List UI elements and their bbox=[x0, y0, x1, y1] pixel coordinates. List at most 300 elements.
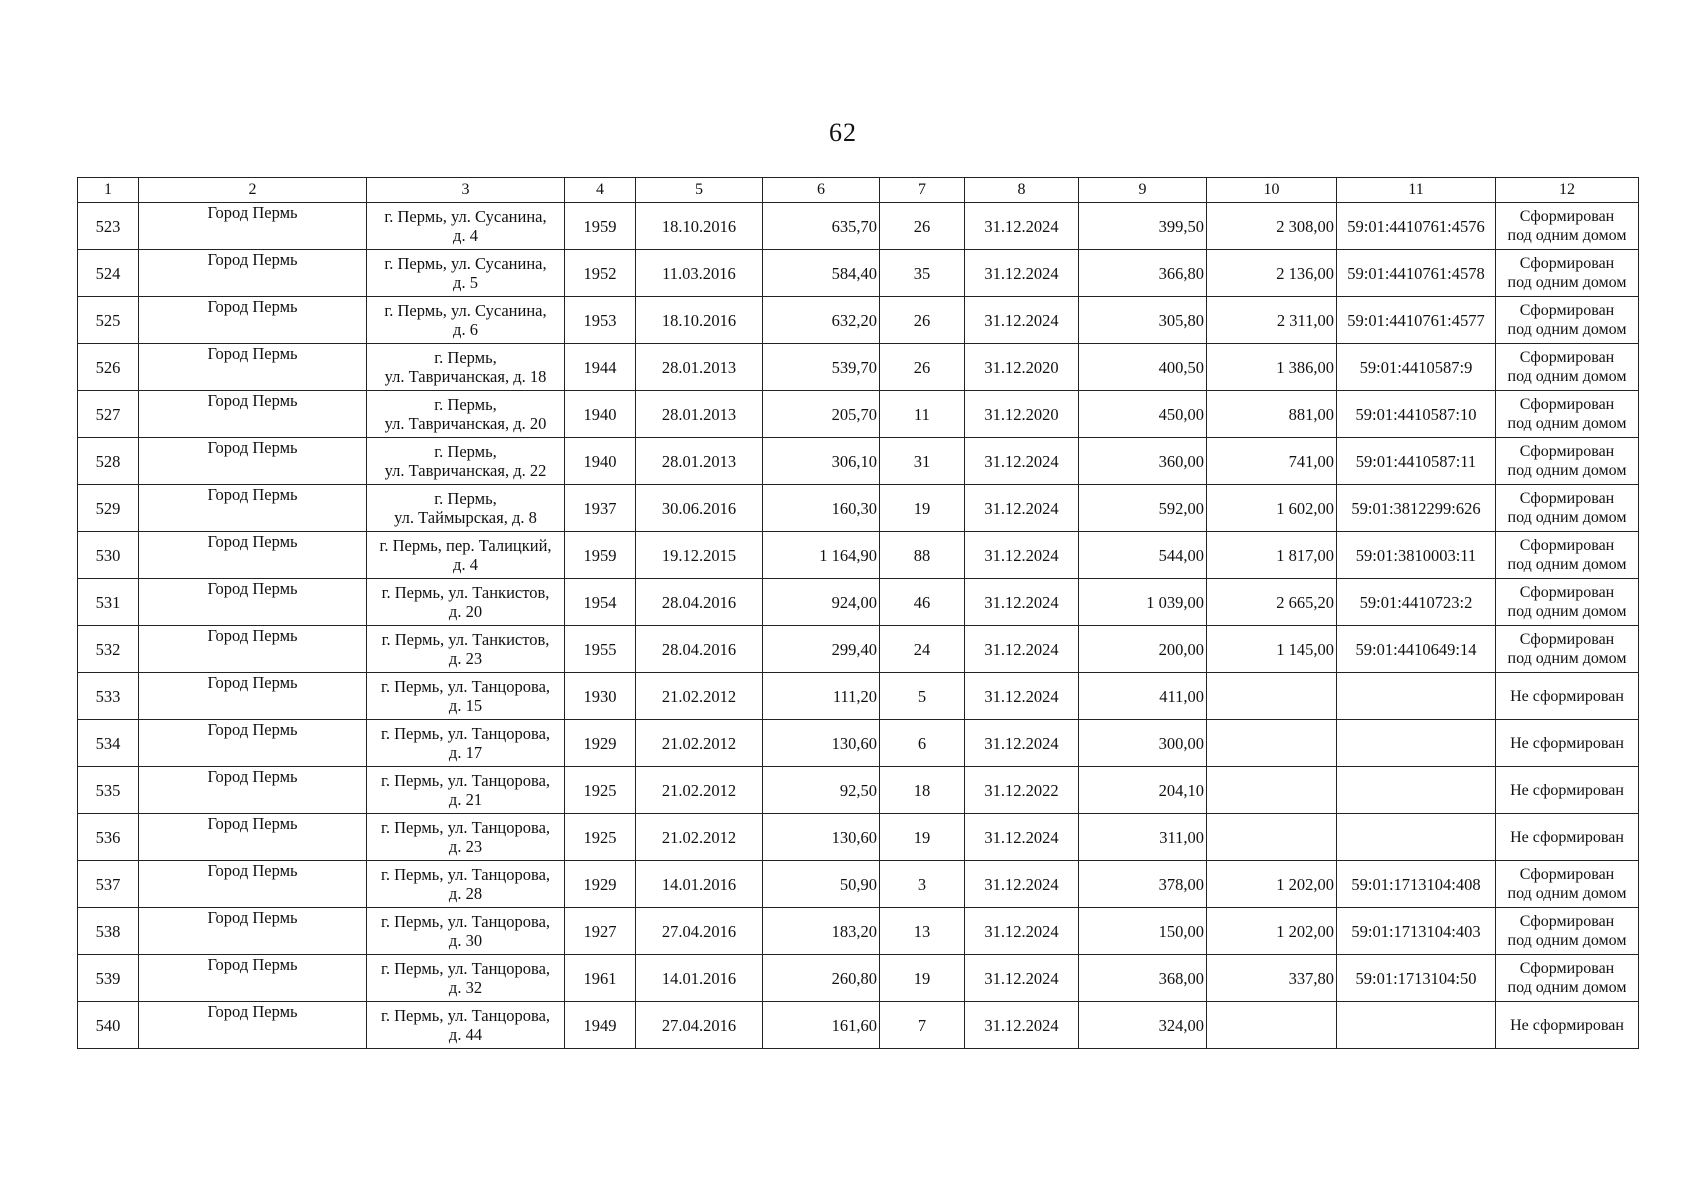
land-status-cell bbox=[1496, 767, 1639, 814]
address-line-1: г. Пермь, ул. Танцорова, bbox=[380, 818, 551, 837]
status-line-1: Не сформирован bbox=[1510, 828, 1624, 846]
cadastral-number-cell: 59:01:1713104:408 bbox=[1337, 861, 1496, 908]
table-row bbox=[78, 673, 1639, 720]
status-line-1: Сформирован bbox=[1519, 537, 1615, 554]
row-number-cell: 539 bbox=[78, 955, 139, 1002]
column-9-value-cell: 411,00 bbox=[1079, 673, 1207, 720]
land-status-cell bbox=[1496, 485, 1639, 532]
page-number: 62 bbox=[829, 118, 857, 147]
row-number-cell: 525 bbox=[78, 297, 139, 344]
municipality-cell: Город Пермь bbox=[139, 297, 367, 344]
municipality-cell: Город Пермь bbox=[139, 532, 367, 579]
planned-date-cell: 31.12.2024 bbox=[965, 814, 1079, 861]
address-line-1: г. Пермь, ул. Танцорова, bbox=[380, 771, 551, 790]
recognition-date-cell: 14.01.2016 bbox=[636, 861, 763, 908]
table-row bbox=[78, 861, 1639, 908]
status-line-1: Не сформирован bbox=[1510, 781, 1624, 799]
address-cell bbox=[367, 391, 565, 438]
area-cell: 130,60 bbox=[763, 814, 880, 861]
address-line-2: д. 6 bbox=[453, 320, 478, 339]
address-line-2: д. 17 bbox=[448, 743, 483, 762]
land-area-cell: 741,00 bbox=[1207, 438, 1337, 485]
cadastral-number-cell: 59:01:4410723:2 bbox=[1337, 579, 1496, 626]
housing-registry-table bbox=[77, 177, 1639, 1049]
row-number-cell: 538 bbox=[78, 908, 139, 955]
column-9-value-cell: 366,80 bbox=[1079, 250, 1207, 297]
residents-count-cell: 13 bbox=[880, 908, 965, 955]
area-cell: 924,00 bbox=[763, 579, 880, 626]
land-area-cell bbox=[1207, 1002, 1337, 1049]
table-row bbox=[78, 391, 1639, 438]
address-cell bbox=[367, 955, 565, 1002]
cadastral-number-cell: 59:01:4410587:10 bbox=[1337, 391, 1496, 438]
column-9-value-cell: 544,00 bbox=[1079, 532, 1207, 579]
column-header: 8 bbox=[965, 178, 1079, 203]
column-header: 6 bbox=[763, 178, 880, 203]
recognition-date-cell: 27.04.2016 bbox=[636, 1002, 763, 1049]
municipality-cell: Город Пермь bbox=[139, 955, 367, 1002]
address-cell bbox=[367, 1002, 565, 1049]
column-9-value-cell: 360,00 bbox=[1079, 438, 1207, 485]
column-header: 1 bbox=[78, 178, 139, 203]
residents-count-cell: 35 bbox=[880, 250, 965, 297]
land-status-cell bbox=[1496, 297, 1639, 344]
area-cell: 130,60 bbox=[763, 720, 880, 767]
address-line-2: д. 44 bbox=[448, 1025, 483, 1044]
address-line-2: ул. Тавричанская, д. 20 bbox=[384, 414, 547, 433]
area-cell: 183,20 bbox=[763, 908, 880, 955]
cadastral-number-cell: 59:01:3812299:626 bbox=[1337, 485, 1496, 532]
address-line-1: г. Пермь, ул. Танцорова, bbox=[380, 677, 551, 696]
land-area-cell: 2 136,00 bbox=[1207, 250, 1337, 297]
residents-count-cell: 3 bbox=[880, 861, 965, 908]
table-row bbox=[78, 1002, 1639, 1049]
address-line-2: д. 32 bbox=[448, 978, 483, 997]
status-line-1: Сформирован bbox=[1519, 302, 1615, 319]
residents-count-cell: 5 bbox=[880, 673, 965, 720]
year-built-cell: 1925 bbox=[565, 814, 636, 861]
address-cell bbox=[367, 767, 565, 814]
column-header: 7 bbox=[880, 178, 965, 203]
residents-count-cell: 7 bbox=[880, 1002, 965, 1049]
land-status-cell bbox=[1496, 626, 1639, 673]
planned-date-cell: 31.12.2024 bbox=[965, 438, 1079, 485]
address-cell bbox=[367, 908, 565, 955]
land-status-cell bbox=[1496, 344, 1639, 391]
column-9-value-cell: 305,80 bbox=[1079, 297, 1207, 344]
land-area-cell bbox=[1207, 814, 1337, 861]
table-row bbox=[78, 297, 1639, 344]
land-status-cell bbox=[1496, 391, 1639, 438]
row-number-cell: 527 bbox=[78, 391, 139, 438]
planned-date-cell: 31.12.2024 bbox=[965, 297, 1079, 344]
address-cell bbox=[367, 861, 565, 908]
land-area-cell bbox=[1207, 673, 1337, 720]
address-line-1: г. Пермь, ул. Танцорова, bbox=[380, 1006, 551, 1025]
year-built-cell: 1940 bbox=[565, 391, 636, 438]
cadastral-number-cell: 59:01:1713104:50 bbox=[1337, 955, 1496, 1002]
column-header: 11 bbox=[1337, 178, 1496, 203]
address-line-2: д. 5 bbox=[453, 273, 478, 292]
residents-count-cell: 11 bbox=[880, 391, 965, 438]
column-9-value-cell: 150,00 bbox=[1079, 908, 1207, 955]
recognition-date-cell: 30.06.2016 bbox=[636, 485, 763, 532]
status-line-2: под одним домом bbox=[1507, 885, 1627, 902]
year-built-cell: 1927 bbox=[565, 908, 636, 955]
residents-count-cell: 6 bbox=[880, 720, 965, 767]
cadastral-number-cell bbox=[1337, 673, 1496, 720]
land-area-cell: 1 817,00 bbox=[1207, 532, 1337, 579]
column-header: 12 bbox=[1496, 178, 1639, 203]
table-row bbox=[78, 579, 1639, 626]
address-line-1: г. Пермь, bbox=[434, 442, 497, 461]
table-row bbox=[78, 814, 1639, 861]
table-row bbox=[78, 485, 1639, 532]
year-built-cell: 1959 bbox=[565, 532, 636, 579]
column-9-value-cell: 311,00 bbox=[1079, 814, 1207, 861]
table-row bbox=[78, 344, 1639, 391]
year-built-cell: 1929 bbox=[565, 861, 636, 908]
address-cell bbox=[367, 203, 565, 250]
recognition-date-cell: 28.01.2013 bbox=[636, 438, 763, 485]
municipality-cell: Город Пермь bbox=[139, 344, 367, 391]
column-header: 4 bbox=[565, 178, 636, 203]
municipality-cell: Город Пермь bbox=[139, 203, 367, 250]
status-line-2: под одним домом bbox=[1507, 603, 1627, 620]
column-9-value-cell: 1 039,00 bbox=[1079, 579, 1207, 626]
municipality-cell: Город Пермь bbox=[139, 673, 367, 720]
residents-count-cell: 24 bbox=[880, 626, 965, 673]
recognition-date-cell: 28.01.2013 bbox=[636, 391, 763, 438]
cadastral-number-cell: 59:01:4410649:14 bbox=[1337, 626, 1496, 673]
land-area-cell: 1 145,00 bbox=[1207, 626, 1337, 673]
planned-date-cell: 31.12.2024 bbox=[965, 485, 1079, 532]
land-area-cell: 2 311,00 bbox=[1207, 297, 1337, 344]
cadastral-number-cell: 59:01:4410761:4578 bbox=[1337, 250, 1496, 297]
recognition-date-cell: 18.10.2016 bbox=[636, 203, 763, 250]
recognition-date-cell: 18.10.2016 bbox=[636, 297, 763, 344]
planned-date-cell: 31.12.2024 bbox=[965, 579, 1079, 626]
address-cell bbox=[367, 297, 565, 344]
row-number-cell: 526 bbox=[78, 344, 139, 391]
status-line-1: Сформирован bbox=[1519, 866, 1615, 883]
land-area-cell bbox=[1207, 720, 1337, 767]
year-built-cell: 1954 bbox=[565, 579, 636, 626]
row-number-cell: 530 bbox=[78, 532, 139, 579]
recognition-date-cell: 21.02.2012 bbox=[636, 814, 763, 861]
column-9-value-cell: 200,00 bbox=[1079, 626, 1207, 673]
column-9-value-cell: 324,00 bbox=[1079, 1002, 1207, 1049]
planned-date-cell: 31.12.2024 bbox=[965, 720, 1079, 767]
planned-date-cell: 31.12.2022 bbox=[965, 767, 1079, 814]
residents-count-cell: 26 bbox=[880, 344, 965, 391]
planned-date-cell: 31.12.2024 bbox=[965, 1002, 1079, 1049]
municipality-cell: Город Пермь bbox=[139, 908, 367, 955]
column-number-row bbox=[78, 178, 1639, 203]
planned-date-cell: 31.12.2020 bbox=[965, 344, 1079, 391]
address-cell bbox=[367, 626, 565, 673]
status-line-2: под одним домом bbox=[1507, 462, 1627, 479]
address-line-2: д. 28 bbox=[448, 884, 483, 903]
recognition-date-cell: 28.04.2016 bbox=[636, 579, 763, 626]
area-cell: 584,40 bbox=[763, 250, 880, 297]
area-cell: 306,10 bbox=[763, 438, 880, 485]
residents-count-cell: 26 bbox=[880, 203, 965, 250]
address-line-1: г. Пермь, ул. Танцорова, bbox=[380, 959, 551, 978]
recognition-date-cell: 21.02.2012 bbox=[636, 767, 763, 814]
municipality-cell: Город Пермь bbox=[139, 485, 367, 532]
residents-count-cell: 26 bbox=[880, 297, 965, 344]
year-built-cell: 1949 bbox=[565, 1002, 636, 1049]
cadastral-number-cell: 59:01:4410761:4576 bbox=[1337, 203, 1496, 250]
cadastral-number-cell bbox=[1337, 1002, 1496, 1049]
address-line-2: д. 20 bbox=[448, 602, 483, 621]
column-9-value-cell: 204,10 bbox=[1079, 767, 1207, 814]
residents-count-cell: 88 bbox=[880, 532, 965, 579]
land-area-cell: 1 202,00 bbox=[1207, 861, 1337, 908]
land-area-cell: 2 665,20 bbox=[1207, 579, 1337, 626]
area-cell: 111,20 bbox=[763, 673, 880, 720]
planned-date-cell: 31.12.2024 bbox=[965, 955, 1079, 1002]
status-line-2: под одним домом bbox=[1507, 979, 1627, 996]
area-cell: 260,80 bbox=[763, 955, 880, 1002]
address-line-1: г. Пермь, ул. Танкистов, bbox=[381, 630, 550, 649]
address-line-2: ул. Тавричанская, д. 22 bbox=[384, 461, 547, 480]
address-cell bbox=[367, 532, 565, 579]
municipality-cell: Город Пермь bbox=[139, 438, 367, 485]
land-area-cell: 881,00 bbox=[1207, 391, 1337, 438]
status-line-2: под одним домом bbox=[1507, 368, 1627, 385]
status-line-1: Сформирован bbox=[1519, 208, 1615, 225]
year-built-cell: 1937 bbox=[565, 485, 636, 532]
address-line-1: г. Пермь, ул. Сусанина, bbox=[384, 254, 547, 273]
year-built-cell: 1961 bbox=[565, 955, 636, 1002]
status-line-1: Сформирован bbox=[1519, 349, 1615, 366]
address-line-1: г. Пермь, ул. Сусанина, bbox=[384, 301, 547, 320]
address-line-1: г. Пермь, bbox=[434, 489, 497, 508]
residents-count-cell: 31 bbox=[880, 438, 965, 485]
status-line-1: Сформирован bbox=[1519, 490, 1615, 507]
planned-date-cell: 31.12.2024 bbox=[965, 673, 1079, 720]
land-status-cell bbox=[1496, 203, 1639, 250]
address-cell bbox=[367, 579, 565, 626]
year-built-cell: 1952 bbox=[565, 250, 636, 297]
row-number-cell: 536 bbox=[78, 814, 139, 861]
planned-date-cell: 31.12.2020 bbox=[965, 391, 1079, 438]
status-line-1: Сформирован bbox=[1519, 960, 1615, 977]
cadastral-number-cell: 59:01:4410587:9 bbox=[1337, 344, 1496, 391]
address-cell bbox=[367, 814, 565, 861]
planned-date-cell: 31.12.2024 bbox=[965, 532, 1079, 579]
cadastral-number-cell: 59:01:4410761:4577 bbox=[1337, 297, 1496, 344]
address-line-1: г. Пермь, bbox=[434, 348, 497, 367]
municipality-cell: Город Пермь bbox=[139, 814, 367, 861]
land-status-cell bbox=[1496, 861, 1639, 908]
municipality-cell: Город Пермь bbox=[139, 767, 367, 814]
year-built-cell: 1925 bbox=[565, 767, 636, 814]
area-cell: 92,50 bbox=[763, 767, 880, 814]
address-line-2: д. 23 bbox=[448, 837, 483, 856]
residents-count-cell: 19 bbox=[880, 955, 965, 1002]
year-built-cell: 1929 bbox=[565, 720, 636, 767]
residents-count-cell: 19 bbox=[880, 814, 965, 861]
row-number-cell: 534 bbox=[78, 720, 139, 767]
table-row bbox=[78, 438, 1639, 485]
area-cell: 1 164,90 bbox=[763, 532, 880, 579]
table-row bbox=[78, 720, 1639, 767]
table-row bbox=[78, 955, 1639, 1002]
area-cell: 299,40 bbox=[763, 626, 880, 673]
table-row bbox=[78, 532, 1639, 579]
address-line-1: г. Пермь, ул. Танцорова, bbox=[380, 724, 551, 743]
address-line-2: д. 21 bbox=[448, 790, 483, 809]
row-number-cell: 540 bbox=[78, 1002, 139, 1049]
status-line-2: под одним домом bbox=[1507, 556, 1627, 573]
row-number-cell: 531 bbox=[78, 579, 139, 626]
column-9-value-cell: 400,50 bbox=[1079, 344, 1207, 391]
land-status-cell bbox=[1496, 720, 1639, 767]
column-9-value-cell: 399,50 bbox=[1079, 203, 1207, 250]
table-row bbox=[78, 626, 1639, 673]
status-line-2: под одним домом bbox=[1507, 415, 1627, 432]
recognition-date-cell: 28.04.2016 bbox=[636, 626, 763, 673]
municipality-cell: Город Пермь bbox=[139, 1002, 367, 1049]
status-line-2: под одним домом bbox=[1507, 932, 1627, 949]
cadastral-number-cell bbox=[1337, 767, 1496, 814]
row-number-cell: 528 bbox=[78, 438, 139, 485]
address-line-1: г. Пермь, ул. Танцорова, bbox=[380, 865, 551, 884]
address-cell bbox=[367, 720, 565, 767]
address-line-1: г. Пермь, ул. Танцорова, bbox=[380, 912, 551, 931]
status-line-1: Сформирован bbox=[1519, 631, 1615, 648]
municipality-cell: Город Пермь bbox=[139, 250, 367, 297]
recognition-date-cell: 21.02.2012 bbox=[636, 673, 763, 720]
column-9-value-cell: 300,00 bbox=[1079, 720, 1207, 767]
address-cell bbox=[367, 344, 565, 391]
status-line-1: Сформирован bbox=[1519, 255, 1615, 272]
land-status-cell bbox=[1496, 673, 1639, 720]
address-line-1: г. Пермь, ул. Танкистов, bbox=[381, 583, 550, 602]
status-line-2: под одним домом bbox=[1507, 650, 1627, 667]
planned-date-cell: 31.12.2024 bbox=[965, 626, 1079, 673]
row-number-cell: 532 bbox=[78, 626, 139, 673]
municipality-cell: Город Пермь bbox=[139, 626, 367, 673]
recognition-date-cell: 21.02.2012 bbox=[636, 720, 763, 767]
land-status-cell bbox=[1496, 250, 1639, 297]
planned-date-cell: 31.12.2024 bbox=[965, 861, 1079, 908]
recognition-date-cell: 28.01.2013 bbox=[636, 344, 763, 391]
land-status-cell bbox=[1496, 532, 1639, 579]
address-line-2: д. 4 bbox=[453, 226, 478, 245]
land-area-cell: 1 602,00 bbox=[1207, 485, 1337, 532]
year-built-cell: 1959 bbox=[565, 203, 636, 250]
recognition-date-cell: 11.03.2016 bbox=[636, 250, 763, 297]
status-line-2: под одним домом bbox=[1507, 509, 1627, 526]
recognition-date-cell: 14.01.2016 bbox=[636, 955, 763, 1002]
status-line-1: Сформирован bbox=[1519, 584, 1615, 601]
status-line-2: под одним домом bbox=[1507, 274, 1627, 291]
row-number-cell: 523 bbox=[78, 203, 139, 250]
cadastral-number-cell bbox=[1337, 814, 1496, 861]
land-area-cell bbox=[1207, 767, 1337, 814]
municipality-cell: Город Пермь bbox=[139, 391, 367, 438]
land-status-cell bbox=[1496, 438, 1639, 485]
status-line-1: Не сформирован bbox=[1510, 687, 1624, 705]
status-line-1: Сформирован bbox=[1519, 913, 1615, 930]
cadastral-number-cell: 59:01:1713104:403 bbox=[1337, 908, 1496, 955]
address-line-2: ул. Таймырская, д. 8 bbox=[394, 508, 537, 527]
table-row bbox=[78, 250, 1639, 297]
column-header: 9 bbox=[1079, 178, 1207, 203]
area-cell: 160,30 bbox=[763, 485, 880, 532]
column-header: 5 bbox=[636, 178, 763, 203]
column-header: 2 bbox=[139, 178, 367, 203]
status-line-1: Сформирован bbox=[1519, 396, 1615, 413]
land-area-cell: 2 308,00 bbox=[1207, 203, 1337, 250]
status-line-1: Не сформирован bbox=[1510, 734, 1624, 752]
year-built-cell: 1930 bbox=[565, 673, 636, 720]
land-area-cell: 1 202,00 bbox=[1207, 908, 1337, 955]
recognition-date-cell: 19.12.2015 bbox=[636, 532, 763, 579]
address-line-1: г. Пермь, пер. Талицкий, bbox=[379, 536, 552, 555]
area-cell: 50,90 bbox=[763, 861, 880, 908]
address-line-2: д. 15 bbox=[448, 696, 483, 715]
column-header: 10 bbox=[1207, 178, 1337, 203]
year-built-cell: 1953 bbox=[565, 297, 636, 344]
row-number-cell: 529 bbox=[78, 485, 139, 532]
residents-count-cell: 46 bbox=[880, 579, 965, 626]
address-cell bbox=[367, 485, 565, 532]
address-line-2: д. 30 bbox=[448, 931, 483, 950]
area-cell: 632,20 bbox=[763, 297, 880, 344]
municipality-cell: Город Пермь bbox=[139, 720, 367, 767]
address-cell bbox=[367, 673, 565, 720]
table-row bbox=[78, 908, 1639, 955]
land-status-cell bbox=[1496, 1002, 1639, 1049]
planned-date-cell: 31.12.2024 bbox=[965, 908, 1079, 955]
cadastral-number-cell bbox=[1337, 720, 1496, 767]
year-built-cell: 1944 bbox=[565, 344, 636, 391]
area-cell: 205,70 bbox=[763, 391, 880, 438]
recognition-date-cell: 27.04.2016 bbox=[636, 908, 763, 955]
land-area-cell: 1 386,00 bbox=[1207, 344, 1337, 391]
year-built-cell: 1955 bbox=[565, 626, 636, 673]
status-line-1: Не сформирован bbox=[1510, 1016, 1624, 1034]
municipality-cell: Город Пермь bbox=[139, 861, 367, 908]
residents-count-cell: 19 bbox=[880, 485, 965, 532]
column-header: 3 bbox=[367, 178, 565, 203]
row-number-cell: 535 bbox=[78, 767, 139, 814]
table-row bbox=[78, 767, 1639, 814]
land-status-cell bbox=[1496, 908, 1639, 955]
cadastral-number-cell: 59:01:3810003:11 bbox=[1337, 532, 1496, 579]
area-cell: 635,70 bbox=[763, 203, 880, 250]
planned-date-cell: 31.12.2024 bbox=[965, 203, 1079, 250]
row-number-cell: 524 bbox=[78, 250, 139, 297]
status-line-2: под одним домом bbox=[1507, 321, 1627, 338]
table-row bbox=[78, 203, 1639, 250]
address-line-2: ул. Тавричанская, д. 18 bbox=[384, 367, 547, 386]
municipality-cell: Город Пермь bbox=[139, 579, 367, 626]
address-cell bbox=[367, 250, 565, 297]
column-9-value-cell: 592,00 bbox=[1079, 485, 1207, 532]
row-number-cell: 533 bbox=[78, 673, 139, 720]
address-line-1: г. Пермь, ул. Сусанина, bbox=[384, 207, 547, 226]
row-number-cell: 537 bbox=[78, 861, 139, 908]
land-status-cell bbox=[1496, 814, 1639, 861]
area-cell: 539,70 bbox=[763, 344, 880, 391]
column-9-value-cell: 378,00 bbox=[1079, 861, 1207, 908]
